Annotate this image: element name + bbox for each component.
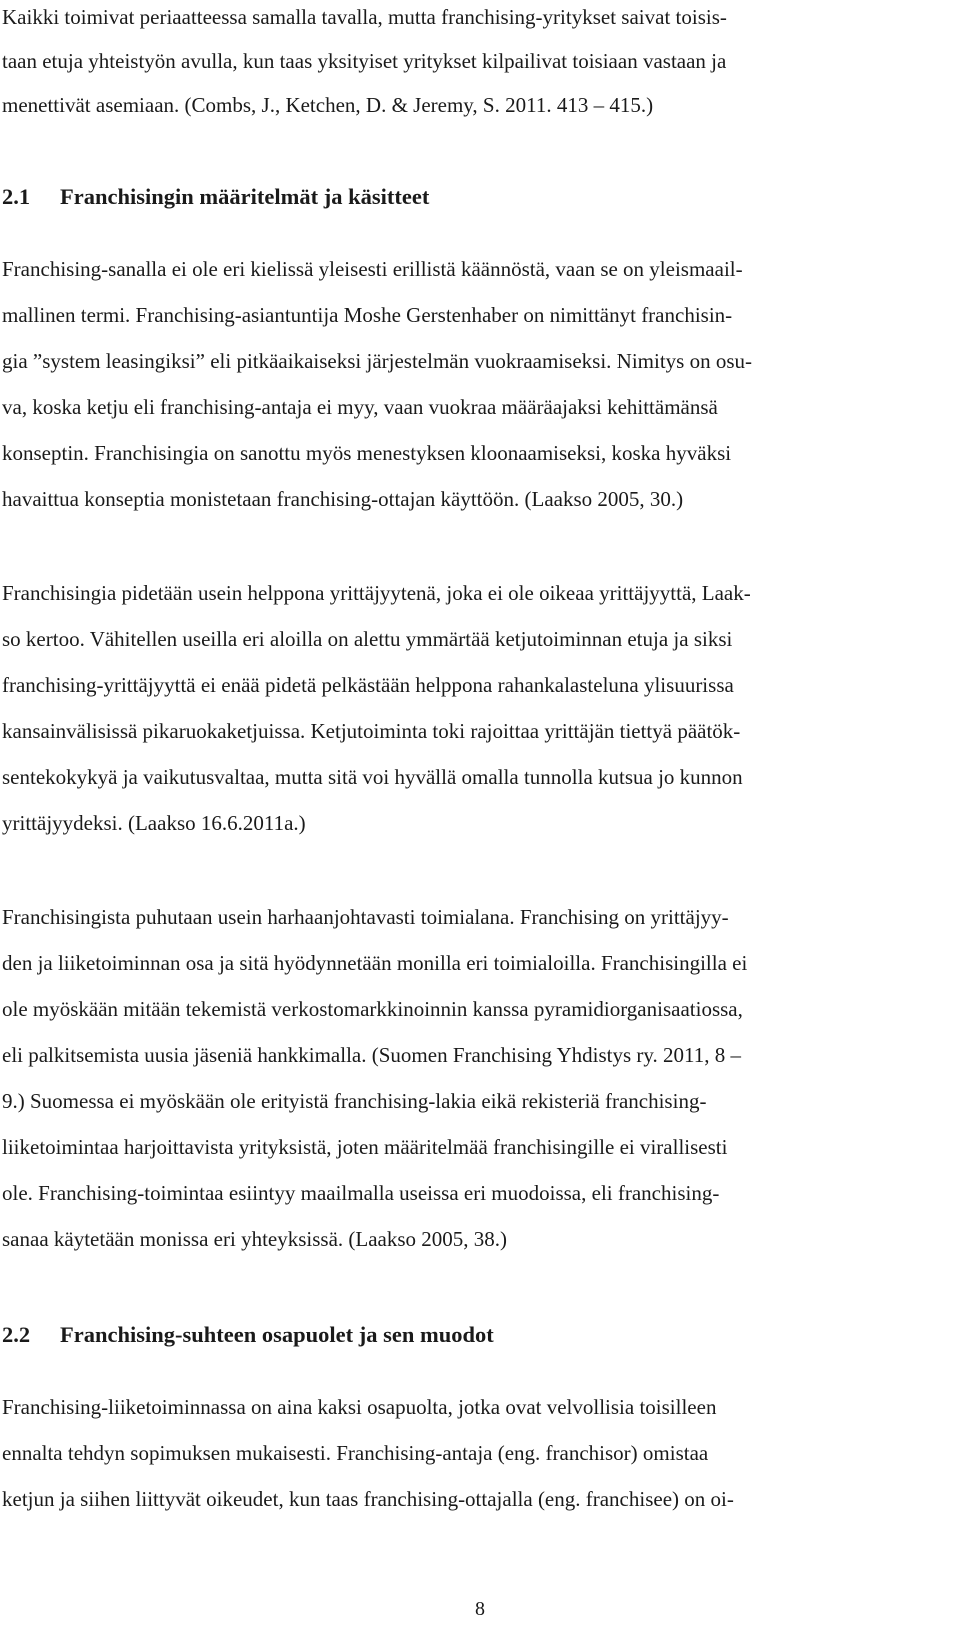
paragraph-line: Franchising-liiketoiminnassa on aina kaksi osapuolta, jotka ovat velvollisia toisilleen: [2, 1395, 717, 1419]
paragraph-line: eli palkitsemista uusia jäseniä hankkimalla. (Suomen Franchising Yhdistys ry. 2011, 8 –: [2, 1043, 741, 1067]
section-heading-2-2: [2, 1320, 494, 1350]
paragraph-line: menettivät asemiaan. (Combs, J., Ketchen, D. & Jeremy, S. 2011. 413 – 415.): [2, 93, 654, 117]
paragraph-line: Franchisingia pidetään usein helppona yrittäjyytenä, joka ei ole oikeaa yrittäjyyttä, Laak-: [2, 581, 751, 605]
paragraph-line: sanaa käytetään monissa eri yhteyksissä. (Laakso 2005, 38.): [2, 1227, 508, 1251]
paragraph-line: franchising-yrittäjyyttä ei enää pidetä pelkästään helppona rahankalasteluna ylisuurissa: [2, 673, 734, 697]
paragraph-line: ketjun ja siihen liittyvät oikeudet, kun taas franchising-ottajalla (eng. franchisee) on oi-: [2, 1487, 734, 1511]
paragraph-line: havaittua konseptia monistetaan franchising-ottajan käyttöön. (Laakso 2005, 30.): [2, 487, 684, 511]
paragraph-line: ole. Franchising-toimintaa esiintyy maailmalla useissa eri muodoissa, eli franchising-: [2, 1181, 720, 1205]
section-title: Franchising-suhteen osapuolet ja sen muodot: [60, 1322, 494, 1347]
section-title: Franchisingin määritelmät ja käsitteet: [60, 184, 430, 209]
paragraph-line: konseptin. Franchisingia on sanottu myös menestyksen kloonaamiseksi, koska hyväksi: [2, 441, 732, 465]
page-number: 8: [475, 1598, 485, 1620]
paragraph-line: Franchisingista puhutaan usein harhaanjohtavasti toimialana. Franchising on yrittäjyy-: [2, 905, 729, 929]
paragraph-line: gia ”system leasingiksi” eli pitkäaikaiseksi järjestelmän vuokraamiseksi. Nimitys on osu-: [2, 349, 753, 373]
paragraph-line: so kertoo. Vähitellen useilla eri aloilla on alettu ymmärtää ketjutoiminnan etuja ja siksi: [2, 627, 733, 651]
paragraph-line: Franchising-sanalla ei ole eri kielissä yleisesti erillistä käännöstä, vaan se on yleismaail-: [2, 257, 743, 281]
paragraph-line: ole myöskään mitään tekemistä verkostomarkkinoinnin kanssa pyramidiorganisaatiossa,: [2, 997, 743, 1021]
paragraph-line: Kaikki toimivat periaatteessa samalla tavalla, mutta franchising-yritykset saivat toisis-: [2, 5, 727, 29]
paragraph-line: kansainvälisissä pikaruokaketjuissa. Ketjutoiminta toki rajoittaa yrittäjän tiettyä päätök-: [2, 719, 741, 743]
paragraph-line: 9.) Suomessa ei myöskään ole erityistä franchising-lakia eikä rekisteriä franchising-: [2, 1089, 707, 1113]
paragraph-line: yrittäjyydeksi. (Laakso 16.6.2011a.): [2, 811, 306, 835]
section-number: 2.2: [2, 1322, 31, 1347]
paragraph-line: den ja liiketoiminnan osa ja sitä hyödynnetään monilla eri toimialoilla. Franchisingilla ei: [2, 951, 748, 975]
section-number: 2.1: [2, 184, 31, 209]
paragraph-line: va, koska ketju eli franchising-antaja ei myy, vaan vuokraa määräajaksi kehittämänsä: [2, 395, 718, 419]
paragraph-line: liiketoimintaa harjoittavista yrityksistä, joten määritelmää franchisingille ei virallisesti: [2, 1135, 728, 1159]
paragraph-line: taan etuja yhteistyön avulla, kun taas yksityiset yritykset kilpailivat toisiaan vastaan ja: [2, 49, 727, 73]
paragraph-line: ennalta tehdyn sopimuksen mukaisesti. Franchising-antaja (eng. franchisor) omistaa: [2, 1441, 709, 1465]
paragraph-line: sentekokykyä ja vaikutusvaltaa, mutta sitä voi hyvällä omalla tunnolla kutsua jo kunnon: [2, 765, 743, 789]
section-heading-2-1: [2, 182, 429, 212]
paragraph-line: mallinen termi. Franchising-asiantuntija Moshe Gerstenhaber on nimittänyt franchisin-: [2, 303, 733, 327]
